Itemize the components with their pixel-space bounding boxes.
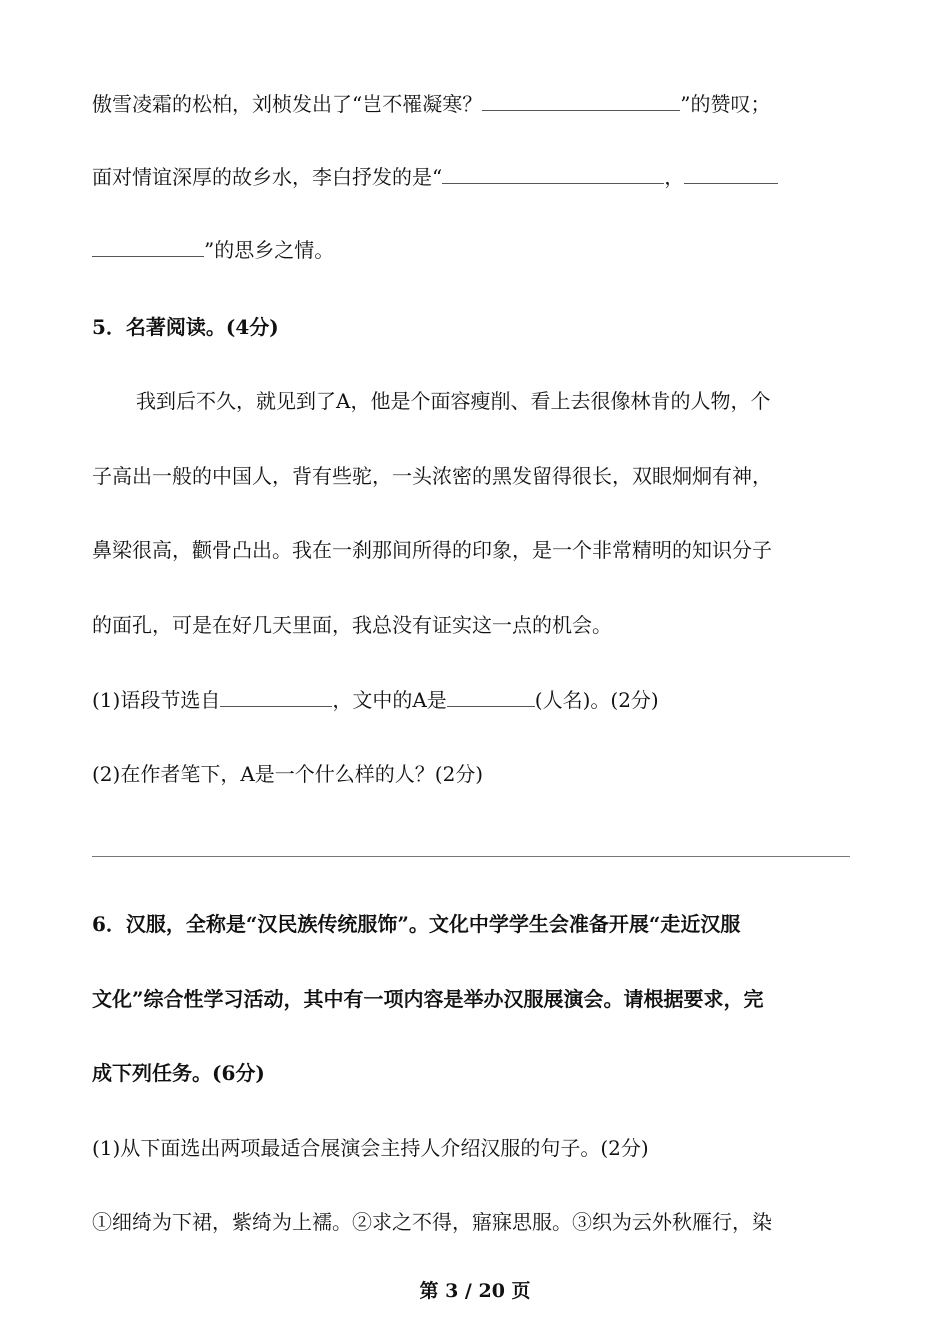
- answer-blank[interactable]: [92, 236, 204, 257]
- question-5-title: 5．名著阅读。(4分): [92, 315, 279, 339]
- question-6-line-2: 文化”综合性学习活动，其中有一项内容是举办汉服展演会。请根据要求，完: [92, 987, 764, 1011]
- text-fragment: (人名)。(2分): [534, 688, 659, 712]
- question-5-1: [92, 686, 659, 714]
- passage-line-4: 的面孔，可是在好几天里面，我总没有证实这一点的机会。: [92, 613, 612, 637]
- answer-blank[interactable]: [482, 90, 680, 111]
- poem-line-1: [92, 90, 770, 118]
- text-fragment: 面对情谊深厚的故乡水，李白抒发的是“: [92, 165, 443, 189]
- answer-blank[interactable]: [442, 163, 664, 184]
- text-fragment: ，文中的A是: [332, 688, 447, 712]
- answer-blank[interactable]: [220, 686, 332, 707]
- question-6-1: (1)从下面选出两项最适合展演会主持人介绍汉服的句子。(2分): [92, 1136, 649, 1160]
- text-fragment: 傲雪凌霜的松柏，刘桢发出了“岂不罹凝寒？: [92, 92, 483, 116]
- text-fragment: ”的赞叹；: [680, 92, 771, 116]
- passage-line-1: 我到后不久，就见到了A，他是个面容瘦削、看上去很像林肯的人物，个: [136, 389, 771, 413]
- text-fragment: (1)语段节选自: [92, 688, 221, 712]
- poem-line-3: [92, 236, 334, 264]
- poem-line-2: [92, 163, 778, 191]
- answer-blank[interactable]: [684, 163, 778, 184]
- answer-line[interactable]: [92, 856, 850, 857]
- question-6-line-3: 成下列任务。(6分): [92, 1061, 265, 1085]
- page-footer: 第 3 / 20 页: [419, 1280, 531, 1302]
- text-fragment: ，: [664, 165, 685, 189]
- answer-blank[interactable]: [447, 686, 535, 707]
- passage-line-3: 鼻梁很高，颧骨凸出。我在一刹那间所得的印象，是一个非常精明的知识分子: [92, 538, 772, 562]
- passage-line-2: 子高出一般的中国人，背有些驼，一头浓密的黑发留得很长，双眼炯炯有神，: [92, 464, 772, 488]
- question-6-options: ①细绮为下裙，紫绮为上襦。②求之不得，寤寐思服。③织为云外秋雁行，染: [92, 1210, 772, 1234]
- text-fragment: ”的思乡之情。: [204, 238, 335, 262]
- question-6-line-1: 6．汉服，全称是“汉民族传统服饰”。文化中学学生会准备开展“走近汉服: [92, 912, 741, 936]
- question-5-2: (2)在作者笔下，A是一个什么样的人？(2分): [92, 762, 484, 786]
